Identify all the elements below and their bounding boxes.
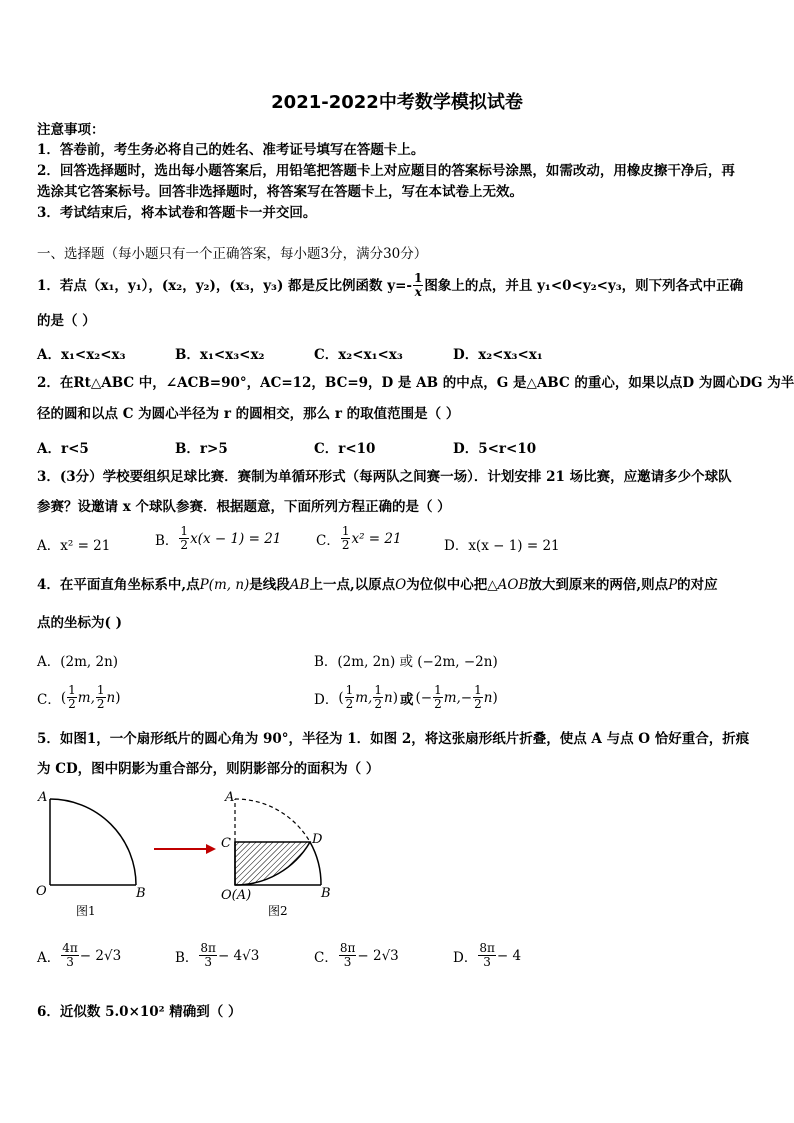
question-1-line-2: 的是（ ） (37, 313, 96, 329)
q4-option-b[interactable]: B．(2m, 2n) 或 (−2m, −2n) (314, 654, 498, 670)
q3-c-den: 2 (341, 538, 350, 552)
q5-option-b-fraction (199, 942, 217, 969)
question-4-line-2: 点的坐标为( ) (37, 615, 122, 631)
question-6-line-1: 6．近似数 5.0×10² 精确到（ ） (37, 1004, 242, 1020)
fig2-arc-db (310, 842, 321, 885)
question-5-line-1: 5．如图1，一个扇形纸片的圆心角为 90°，半径为 1．如图 2，将这张扇形纸片折叠，使点 A 与点 O 恰好重合，折痕 (37, 731, 750, 747)
question-3-line-1: 3．(3分）学校要组织足球比赛．赛制为单循环形式（每两队之间赛一场）．计划安排 21 场比赛，应邀请多少个球队 (37, 469, 732, 485)
q5-option-a-rest: − 2√3 (79, 947, 122, 964)
q5-option-c[interactable] (314, 942, 399, 969)
fig2-caption: 图2 (268, 904, 288, 918)
q2-option-d[interactable]: D．5<r<10 (453, 441, 537, 457)
q5-d-num: 8π (479, 941, 495, 955)
q3-b-den: 2 (180, 538, 189, 552)
question-2-line-2: 径的圆和以点 C 为圆心半径为 r 的圆相交，那么 r 的取值范围是（ ） (37, 406, 460, 422)
fig1-arc (50, 799, 136, 885)
q4-text-e: 放大到原来的两倍,则点 (528, 577, 669, 593)
q4-d-frac-2-den: 2 (374, 697, 382, 711)
q1-option-a[interactable]: A．x₁<x₂<x₃ (37, 347, 126, 363)
q4-text-d: 为位似中心把 (406, 577, 488, 593)
q3-option-b-label: B． (155, 532, 179, 549)
q4-d-frac-1 (345, 684, 355, 711)
q1-option-d[interactable]: D．x₂<x₃<x₁ (453, 347, 543, 363)
q4-c-frac-1-den: 2 (68, 697, 76, 711)
q2-option-c[interactable]: C．r<10 (314, 441, 376, 457)
q5-option-b-label: B． (175, 949, 199, 966)
q4-triangle-aob: △AOB (487, 577, 529, 593)
fig2-shaded-region (235, 842, 310, 885)
q5-c-num: 8π (339, 941, 356, 955)
question-5-line-2: 为 CD，图中阴影为重合部分，则阴影部分的面积为（ ） (37, 761, 380, 777)
q4-d-frac-3 (433, 684, 443, 711)
q3-option-c[interactable] (316, 525, 402, 552)
notice-item-2: 2．回答选择题时，选出每小题答案后，用铅笔把答题卡上对应题目的答案标号涂黑，如需改动，用橡皮擦干净后，再 (37, 163, 735, 179)
q4-point-p-2: P (668, 577, 678, 593)
fig2-label-c: C (221, 836, 231, 851)
page-title: 2021-2022中考数学模拟试卷 (271, 92, 523, 113)
q5-option-d-fraction (478, 942, 496, 969)
q5-option-a-fraction (61, 942, 79, 969)
q4-d-frac-2 (373, 684, 383, 711)
q4-d-frac-4 (473, 684, 483, 711)
q1-frac-num: 1 (414, 271, 423, 285)
q4-option-d[interactable]: D． ( $\frac{1}{2}$ m, $\frac{1}{2}$ n ) 或 (− $\frac{1}{2}$ m, − $\frac{1}{2}$ n ) (314, 683, 498, 711)
q4-c-frac-2-num: 1 (96, 683, 105, 697)
q4-segment-ab: AB (289, 577, 310, 593)
q2-option-a[interactable]: A．r<5 (37, 441, 89, 457)
fig2-label-a: A (225, 790, 235, 805)
q4-option-d-label: D． (314, 691, 339, 708)
q4-d-frac-2-num: 1 (374, 683, 382, 697)
q3-option-b[interactable] (155, 525, 281, 552)
arrow-icon (154, 844, 216, 854)
q4-text-a: 4．在平面直角坐标系中,点 (37, 577, 200, 593)
q4-text-c: 上一点,以原点 (309, 577, 396, 593)
fig2-label-d: D (312, 832, 323, 847)
fig1-caption: 图1 (76, 904, 96, 918)
q4-text-f: 的对应 (677, 577, 718, 593)
question-3-line-2: 参赛？设邀请 x 个球队参赛．根据题意，下面所列方程正确的是（ ） (37, 499, 451, 515)
q5-a-den: 3 (66, 955, 74, 969)
q5-option-b[interactable] (175, 942, 259, 969)
q3-option-b-fraction (179, 525, 189, 552)
q4-origin-o: O (395, 577, 407, 593)
q3-option-a[interactable]: A．x² = 21 (37, 538, 111, 554)
q5-option-c-rest: − 2√3 (357, 947, 399, 964)
q5-figures (30, 785, 360, 925)
q4-d-frac-1-num: 1 (345, 683, 354, 697)
q2-option-b[interactable]: B．r>5 (175, 441, 228, 457)
q4-or-word: 或 (399, 691, 414, 708)
q5-b-den: 3 (204, 955, 212, 969)
q5-option-a-label: A． (37, 949, 61, 966)
q1-option-b[interactable]: B．x₁<x₃<x₂ (175, 347, 265, 363)
q5-option-a[interactable] (37, 942, 121, 969)
q4-d-frac-4-num: 1 (474, 683, 482, 697)
section-heading: 一、选择题（每小题只有一个正确答案，每小题3分，满分30分） (37, 246, 428, 262)
q3-c-num: 1 (341, 524, 350, 538)
q3-option-d[interactable]: D．x(x − 1) = 21 (444, 538, 560, 554)
q4-text-b: 是线段 (249, 577, 290, 593)
fig1-label-b: B (136, 886, 146, 901)
q4-d-frac-4-den: 2 (474, 697, 482, 711)
q4-option-c[interactable]: C． ( $\frac{1}{2}$ m, $\frac{1}{2}$ n ) (37, 683, 121, 711)
q5-option-d[interactable] (453, 942, 521, 969)
q5-a-num: 4π (62, 941, 78, 955)
fig2-label-oa: O(A) (221, 888, 252, 903)
question-4-line-1 (37, 576, 718, 594)
fig1-label-a: A (38, 790, 48, 805)
fig2-label-b: B (321, 886, 331, 901)
q4-c-frac-2 (96, 684, 106, 711)
q4-d-frac-1-den: 2 (345, 697, 354, 711)
q4-c-frac-1 (67, 684, 77, 711)
q5-b-num: 8π (200, 941, 216, 955)
q4-c-frac-1-num: 1 (68, 683, 76, 697)
figure-1-sector (50, 799, 136, 885)
q4-c-frac-2-den: 2 (96, 697, 105, 711)
q5-option-c-label: C． (314, 949, 338, 966)
notice-item-3: 3．考试结束后，将本试卷和答题卡一并交回。 (37, 205, 317, 221)
q5-option-b-rest: − 4√3 (217, 947, 260, 964)
fig1-label-o: O (36, 884, 47, 899)
q1-fraction (413, 272, 423, 299)
q4-option-c-label: C． (37, 691, 61, 708)
q1-text-pre: 1．若点（x₁，y₁），(x₂，y₂)，(x₃，y₃) 都是反比例函数 y=- (37, 277, 413, 294)
q1-text-post: 图象上的点，并且 y₁<0<y₂<y₃，则下列各式中正确 (424, 277, 744, 294)
q4-option-a[interactable]: A．(2m, 2n) (37, 654, 119, 670)
q5-option-d-rest: − 4 (496, 947, 522, 964)
q3-option-c-fraction (341, 525, 351, 552)
figure-2-folded-sector (235, 799, 321, 885)
q3-option-b-rest: x(x − 1) = 21 (190, 530, 282, 547)
q3-option-c-rest: x² = 21 (351, 530, 402, 547)
notice-item-1: 1．答卷前，考生务必将自己的姓名、准考证号填写在答题卡上。 (37, 142, 425, 158)
q1-option-c[interactable]: C．x₂<x₁<x₃ (314, 347, 403, 363)
q5-d-den: 3 (483, 955, 491, 969)
q5-option-d-label: D． (453, 949, 478, 966)
q4-point-p: P(m, n) (199, 577, 250, 593)
question-1-line-1 (37, 272, 743, 299)
question-2-line-1: 2．在Rt△ABC 中，∠ACB=90°，AC=12，BC=9，D 是 AB 的中点，G 是△ABC 的重心，如果以点D 为圆心DG 为半 (37, 375, 794, 391)
q3-b-num: 1 (180, 524, 189, 538)
q5-option-c-fraction (339, 942, 357, 969)
notice-heading: 注意事项： (37, 122, 105, 138)
q1-frac-den: x (414, 285, 422, 299)
q5-c-den: 3 (343, 955, 352, 969)
notice-item-2-cont: 选涂其它答案标号。回答非选择题时，将答案写在答题卡上，写在本试卷上无效。 (37, 184, 523, 200)
q4-d-frac-3-num: 1 (434, 683, 442, 697)
fig2-dashed-arc (235, 799, 310, 842)
q4-d-frac-3-den: 2 (434, 697, 442, 711)
q3-option-c-label: C． (316, 532, 340, 549)
arrow-head (206, 844, 216, 854)
